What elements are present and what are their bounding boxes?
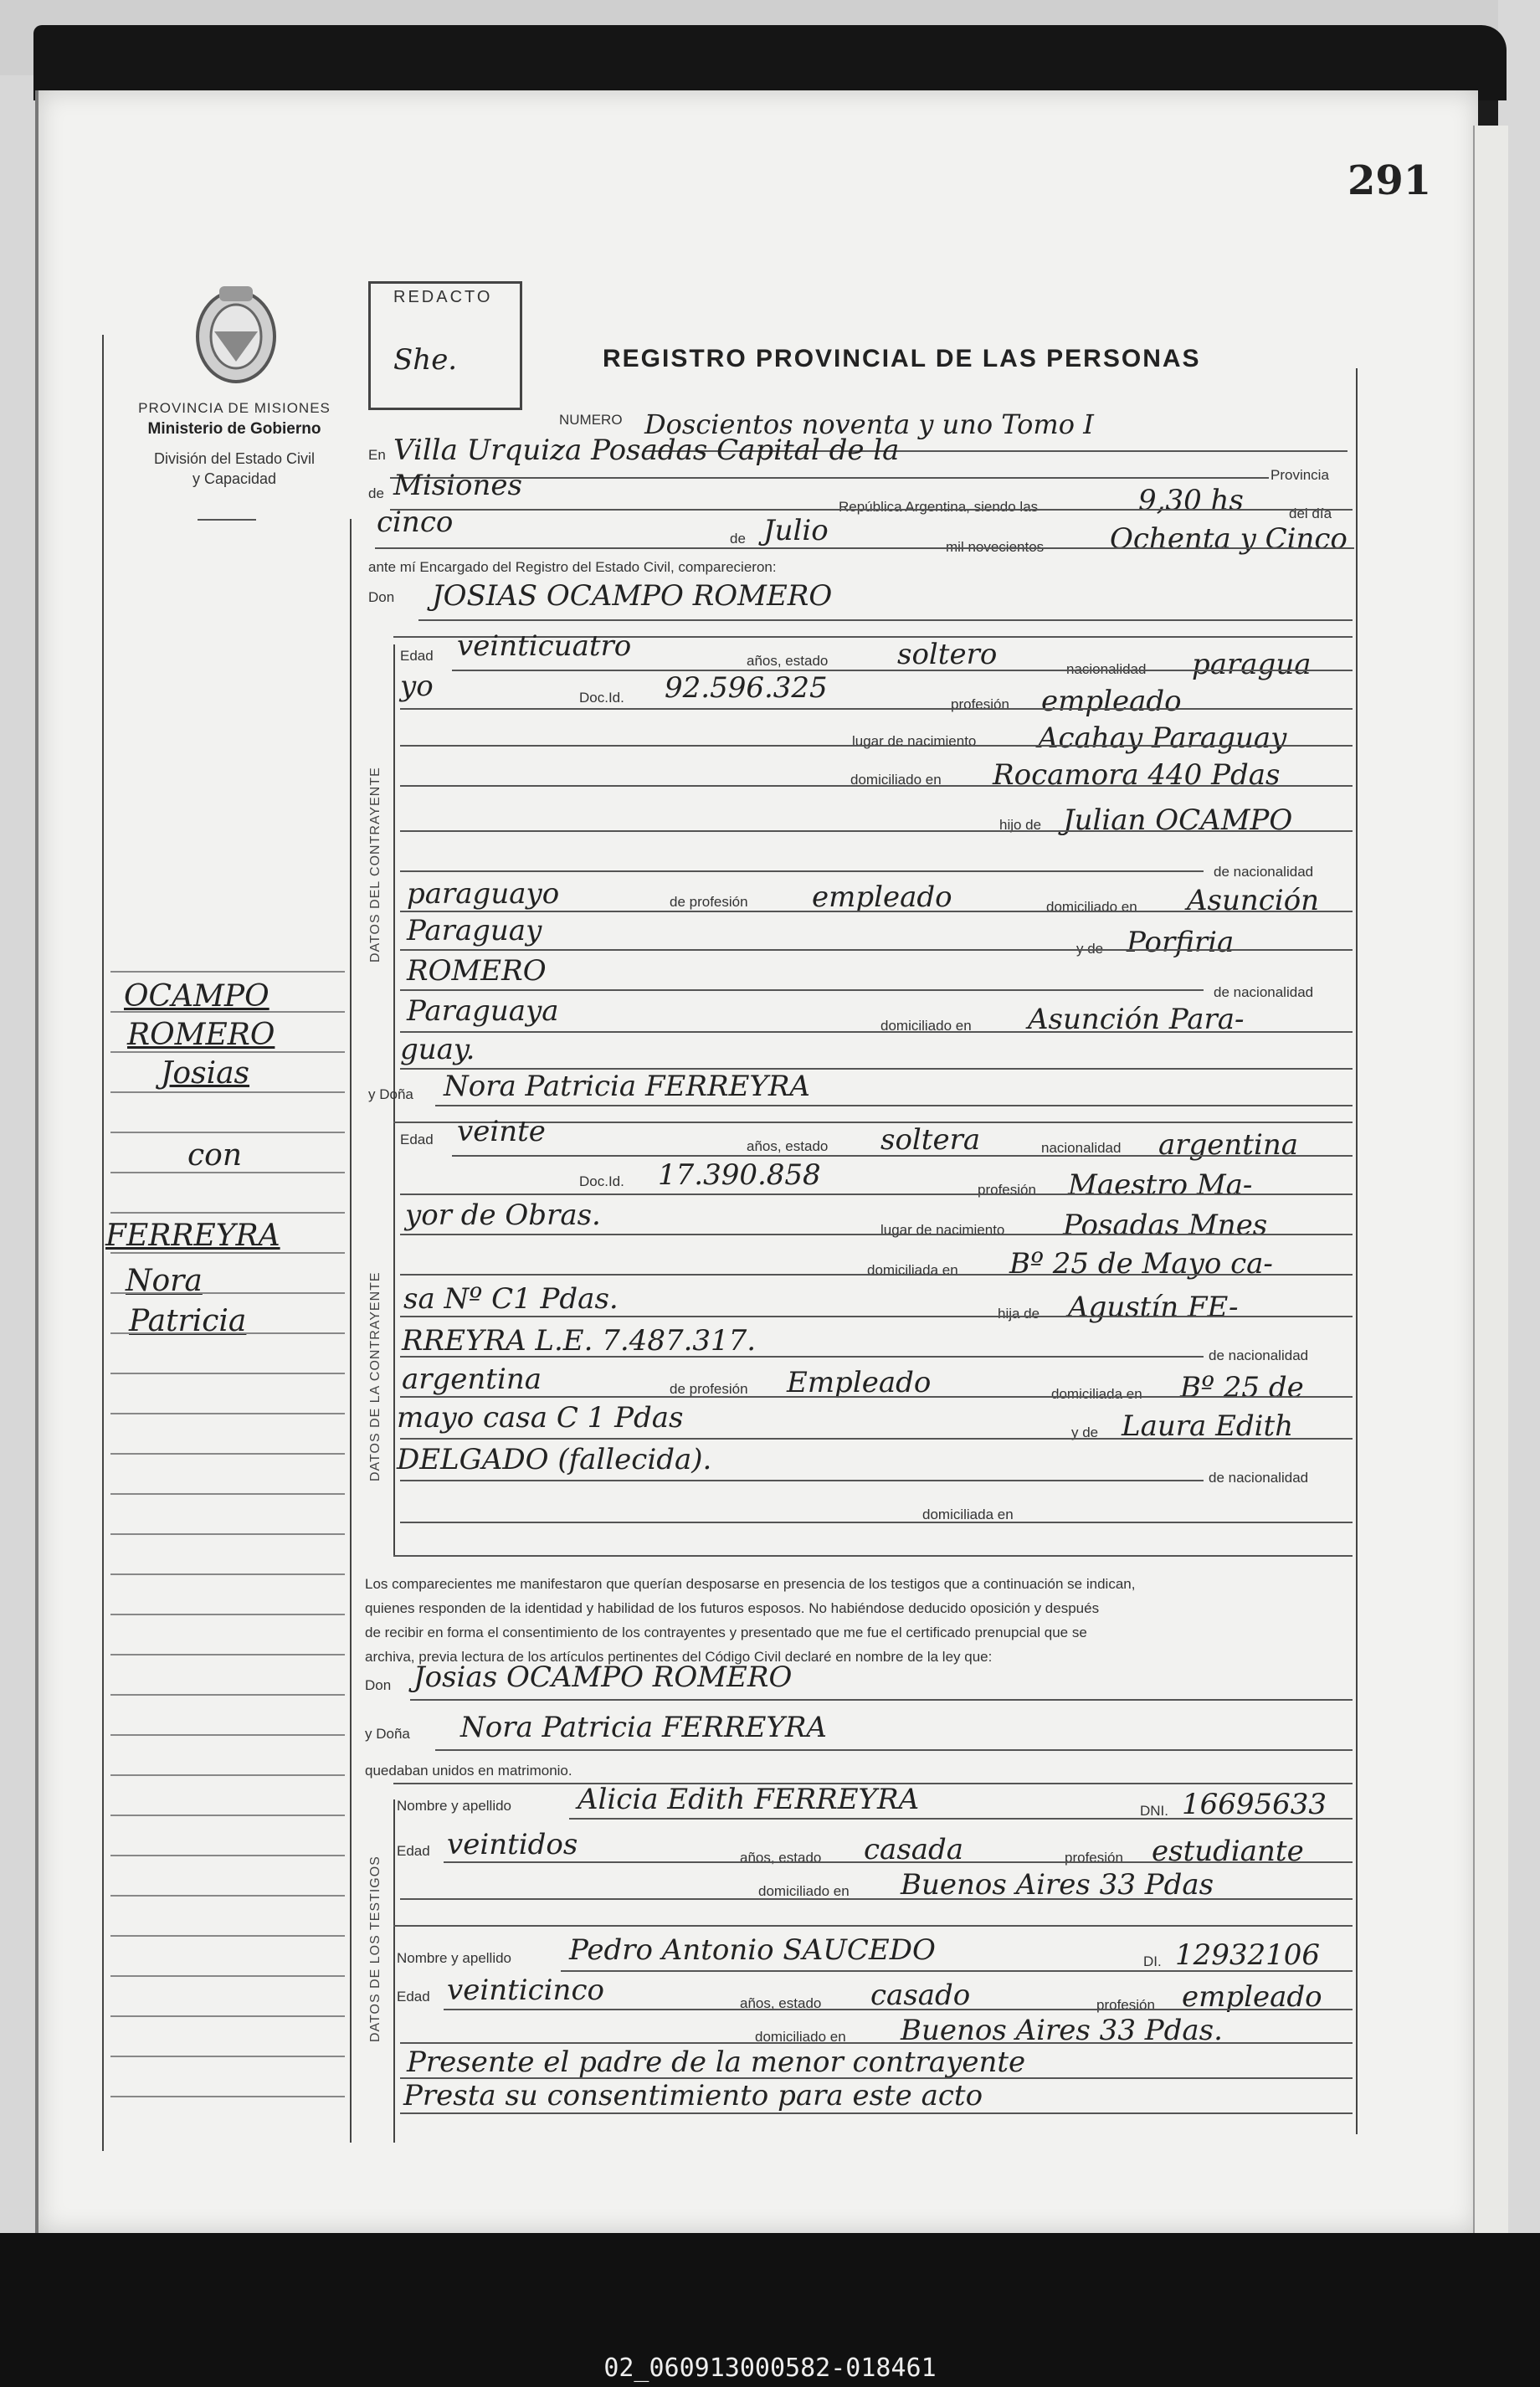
padre2-domicilio: Bº 25 de [1180,1371,1304,1404]
lugar-value: Acahay Paraguay [1038,721,1287,755]
rule [400,870,1204,872]
document-title: REGISTRO PROVINCIAL DE LAS PERSONAS [603,345,1201,372]
rule [400,830,1353,832]
label-domiciliado-madre: domiciliado en [880,1018,972,1034]
label-anos-estado-t2: años, estado [740,1995,822,2011]
testigo2-profesion: empleado [1182,1980,1322,2014]
rule [400,2042,1353,2044]
label-republica: República Argentina, siendo las [839,499,1039,515]
margin-given-name-2: Nora [126,1264,203,1298]
margin-con: con [187,1138,243,1173]
margin-rule-line [110,1051,345,1053]
margin-rule-line [110,1654,345,1656]
form-right-rule [1356,368,1358,2134]
label-domiciliado-t1: domiciliado en [758,1883,850,1899]
doc-value: 92.596.325 [665,671,828,705]
rule [400,2112,1353,2114]
section-label-testigos: DATOS DE LOS TESTIGOS [368,1856,382,2042]
margin-rule-line [110,1734,345,1736]
label-don: Don [368,589,395,605]
margin-surname-2: ROMERO [127,1018,275,1052]
rule [390,509,1353,511]
bottom-shadow [0,2233,1540,2350]
margin-rule-line [110,1212,345,1214]
label-edad-t1: Edad [397,1843,430,1859]
rule [452,670,1353,671]
province-label: PROVINCIA DE MISIONES [138,400,331,416]
de-value: Misiones [393,469,522,502]
label-di: DI. [1143,1953,1162,1969]
rule [435,1749,1353,1751]
final-dona-name: Nora Patricia FERREYRA [460,1711,827,1744]
label-domiciliado: domiciliado en [850,772,942,788]
hijo-value: Julian OCAMPO [1063,803,1293,837]
label-de-mes: de [730,531,746,547]
label-anos-estado: años, estado [747,653,829,669]
label-edad-2: Edad [400,1132,434,1147]
ministry-label: Ministerio de Gobierno [147,420,321,438]
label-profesion-t1: profesión [1065,1850,1123,1866]
margin-rule-line [110,1373,345,1374]
margin-rule-line [110,2096,345,2097]
book-binding [33,25,1507,100]
rule [400,1274,1353,1276]
padre2-profesion: Empleado [787,1366,932,1399]
label-y-dona-final: y Doña [365,1726,410,1742]
domicilio2-value: Bº 25 de Mayo ca- [1009,1247,1273,1281]
label-nombre-apellido-1: Nombre y apellido [397,1798,512,1814]
margin-rule-line [110,1172,345,1173]
margin-rule-line [110,1011,345,1013]
label-y-de: y de [1076,941,1104,957]
paragraph-line-2: quienes responden de la identidad y habilidad de los futuros esposos. No habiéndose deducido oposición y después [365,1600,1100,1616]
rule [400,708,1353,710]
label-de-nacionalidad-2: de nacionalidad [1214,984,1314,1000]
rule [444,2009,1353,2010]
section-label-contrayenta: DATOS DE LA CONTRAYENTE [368,1271,382,1481]
padre-domicilio-2: Paraguay [407,914,542,947]
profesion-value: empleado [1041,685,1182,718]
rule [400,949,1353,951]
dona-name: Nora Patricia FERREYRA [444,1070,810,1103]
label-nacionalidad: nacionalidad [1066,661,1147,677]
label-mil-novecientos: mil novecientos [946,539,1045,555]
madre-domicilio: Asunción Para- [1028,1003,1245,1036]
mes-value: Julio [763,514,829,547]
note-line-2: Presta su consentimiento para este acto [403,2079,983,2112]
margin-rule-line [110,1815,345,1816]
margin-rule-line [110,1694,345,1696]
label-edad: Edad [400,648,434,664]
label-numero: NUMERO [559,412,623,428]
rule [400,785,1353,787]
label-doc-2: Doc.Id. [579,1173,624,1189]
redacto-label: REDACTO [393,288,493,306]
label-nombre-apellido-2: Nombre y apellido [397,1950,512,1966]
en-value: Villa Urquiza Posadas Capital de la [393,434,900,467]
previous-page-edge [0,75,35,2235]
rule [400,911,1353,912]
madre-domicilio-2: guay. [400,1033,475,1066]
label-y-dona: y Doña [368,1086,413,1102]
profesion2-cont: yor de Obras. [405,1199,601,1232]
divider [198,519,256,521]
rule [444,1861,1353,1863]
numero-value: Doscientos noventa y uno Tomo I [644,408,1094,440]
margin-rule-line [110,1413,345,1414]
label-edad-t2: Edad [397,1989,430,2005]
madre2-value: Laura Edith [1122,1409,1294,1443]
margin-surname-1: OCAMPO [124,979,270,1014]
madre2-cont: DELGADO (fallecida). [397,1443,712,1476]
rule [418,619,1353,621]
label-doc: Doc.Id. [579,690,624,706]
rule [400,1316,1353,1317]
margin-surname-3: FERREYRA [105,1219,280,1253]
label-don-final: Don [365,1677,392,1693]
domicilio2-cont: sa Nº C1 Pdas. [403,1282,619,1316]
label-domiciliado-padre: domiciliado en [1046,899,1137,915]
testigos-left-rule [393,1799,395,2143]
testigo2-estado: casado [870,1979,971,2012]
doc2-value: 17.390.858 [658,1158,821,1192]
label-hijo-de: hijo de [999,817,1042,833]
page-stack-edge [1473,126,1508,2235]
rule [435,1105,1353,1106]
label-profesion-2: profesión [978,1182,1036,1198]
margin-rule-line [110,1975,345,1977]
estado-value: soltero [897,638,998,671]
margin-given-name-3: Patricia [129,1304,247,1338]
padre-domicilio: Asunción [1187,884,1320,917]
hora-value: 9,30 hs [1138,484,1244,517]
division-line-1: División del Estado Civil [153,450,316,467]
label-y-de-2: y de [1071,1424,1099,1440]
margin-rule-line [110,2015,345,2017]
lugar2-value: Posadas Mnes [1063,1209,1268,1242]
label-de-profesion-2: de profesión [670,1381,748,1397]
margin-column-rule [350,519,352,2143]
rule [400,989,1204,991]
margin-rule-line [110,1614,345,1615]
testigo1-domicilio: Buenos Aires 33 Pdas [901,1868,1214,1902]
image-identifier: 02_060913000582-018461 [603,2354,937,2383]
testigo2-domicilio: Buenos Aires 33 Pdas. [901,2014,1223,2047]
margin-rule-line [110,1935,345,1937]
label-profesion-t2: profesión [1096,1997,1155,2013]
rule [569,1818,1353,1820]
label-domiciliada-3: domiciliada en [922,1507,1014,1522]
margin-rule-line [110,1573,345,1575]
margin-rule-line [110,1453,345,1455]
label-del-dia: del día [1289,506,1332,521]
testigo1-dni: 16695633 [1182,1788,1327,1821]
rule [561,1970,1353,1972]
label-de-nacionalidad-4: de nacionalidad [1209,1470,1309,1486]
rule [375,547,1354,549]
left-margin-rule [102,335,104,2151]
rule [393,1925,1353,1927]
profesion2-value: Maestro Ma- [1068,1168,1253,1202]
testigo2-di: 12932106 [1175,1938,1321,1972]
label-domiciliado-t2: domiciliado en [755,2029,846,2045]
label-domiciliada-2: domiciliada en [1051,1386,1142,1402]
label-provincia: Provincia [1270,467,1329,483]
padre-nacionalidad: paraguayo [407,877,560,911]
testigo1-edad: veintidos [447,1828,578,1861]
madre-value-2: ROMERO [407,954,547,988]
note-line-1: Presente el padre de la menor contrayente [407,2046,1026,2079]
paragraph-line-1: Los comparecientes me manifestaron que querían desposarse en presencia de los testigos que a continuación se indican, [365,1576,1136,1592]
madre-nacionalidad: Paraguaya [407,994,559,1028]
label-anos-estado-t1: años, estado [740,1850,822,1866]
division-label [117,449,352,489]
rule [400,745,1353,747]
declaration-paragraph [365,1572,1361,1669]
nacionalidad2-value: argentina [1158,1128,1299,1162]
label-de-nacionalidad-3: de nacionalidad [1209,1348,1309,1363]
testigo2-edad: veinticinco [447,1974,604,2007]
redacto-initials: She. [393,343,458,377]
label-profesion: profesión [951,696,1009,712]
margin-rule-line [110,1855,345,1856]
coat-of-arms-icon [189,281,283,387]
edad2-value: veinte [457,1115,546,1148]
paragraph-line-3: de recibir en forma el consentimiento de los contrayentes y presentado que me fue el certificado prenupcial que se [365,1625,1087,1640]
label-hija-de: hija de [998,1306,1040,1322]
label-quedaban: quedaban unidos en matrimonio. [365,1763,572,1779]
label-nacionalidad-2: nacionalidad [1041,1140,1122,1156]
rule [400,1438,1353,1440]
rule [400,1194,1353,1195]
final-don-name: Josias OCAMPO ROMERO [413,1661,793,1694]
nacionalidad-value: paragua [1192,648,1312,681]
rule [400,1522,1353,1523]
padre-profesion: empleado [812,880,952,914]
anio-value: Ochenta y Cinco [1110,522,1348,556]
division-line-2: y Capacidad [192,470,277,487]
padre2-domicilio-2: mayo casa C 1 Pdas [397,1401,684,1435]
margin-rule-line [110,1533,345,1535]
margin-rule-line [110,1091,345,1093]
hija-cont: RREYRA L.E. 7.487.317. [402,1324,757,1358]
don-name: JOSIAS OCAMPO ROMERO [432,579,833,613]
rule [400,1480,1204,1481]
hija-value: Agustín FE- [1068,1291,1239,1324]
label-anos-estado-2: años, estado [747,1138,829,1154]
margin-given-name: Josias [161,1056,250,1091]
testigo1-estado: casada [864,1833,964,1866]
rule [393,1555,1353,1557]
edad-value: veinticuatro [457,629,632,663]
margin-rule-line [110,1774,345,1776]
padre2-nacionalidad: argentina [402,1363,542,1396]
label-domiciliada: domiciliada en [867,1262,958,1278]
label-ante: ante mí Encargado del Registro del Estado Civil, comparecieron: [368,559,777,575]
rule [400,1031,1353,1033]
label-de-profesion: de profesión [670,894,748,910]
estado2-value: soltera [880,1123,981,1157]
label-lugar-nacimiento: lugar de nacimiento [852,733,977,749]
dia-value: cinco [377,506,454,539]
label-dni: DNI. [1140,1803,1168,1819]
rule [400,1234,1353,1235]
paragraph-line-4: archiva, previa lectura de los artículos pertinentes del Código Civil declaré en nombre de la ley que: [365,1649,993,1665]
margin-rule-line [110,1252,345,1254]
rule [400,1898,1353,1900]
rule [410,1699,1353,1701]
rule [452,1155,1353,1157]
label-lugar-nacimiento-2: lugar de nacimiento [880,1222,1005,1238]
page-number: 291 [1348,157,1432,204]
rule [400,1396,1353,1398]
madre-value: Porfiria [1127,926,1235,959]
label-en: En [368,447,386,463]
testigo1-name: Alicia Edith FERREYRA [578,1783,920,1816]
testigo1-profesion: estudiante [1152,1835,1304,1868]
margin-rule-line [110,1132,345,1133]
margin-rule-line [110,1493,345,1495]
rule [400,1356,1204,1358]
label-de-nacionalidad: de nacionalidad [1214,864,1314,880]
margin-rule-line [110,971,345,973]
testigo2-name: Pedro Antonio SAUCEDO [569,1933,936,1967]
margin-rule-line [110,1332,345,1334]
section-label-contrayente: DATOS DEL CONTRAYENTE [368,767,382,963]
nacionalidad-cont: yo [400,670,434,703]
margin-rule-line [110,1895,345,1897]
domicilio-value: Rocamora 440 Pdas [993,758,1281,792]
margin-rule-line [110,1292,345,1294]
label-de: de [368,485,384,501]
margin-rule-line [110,2056,345,2057]
